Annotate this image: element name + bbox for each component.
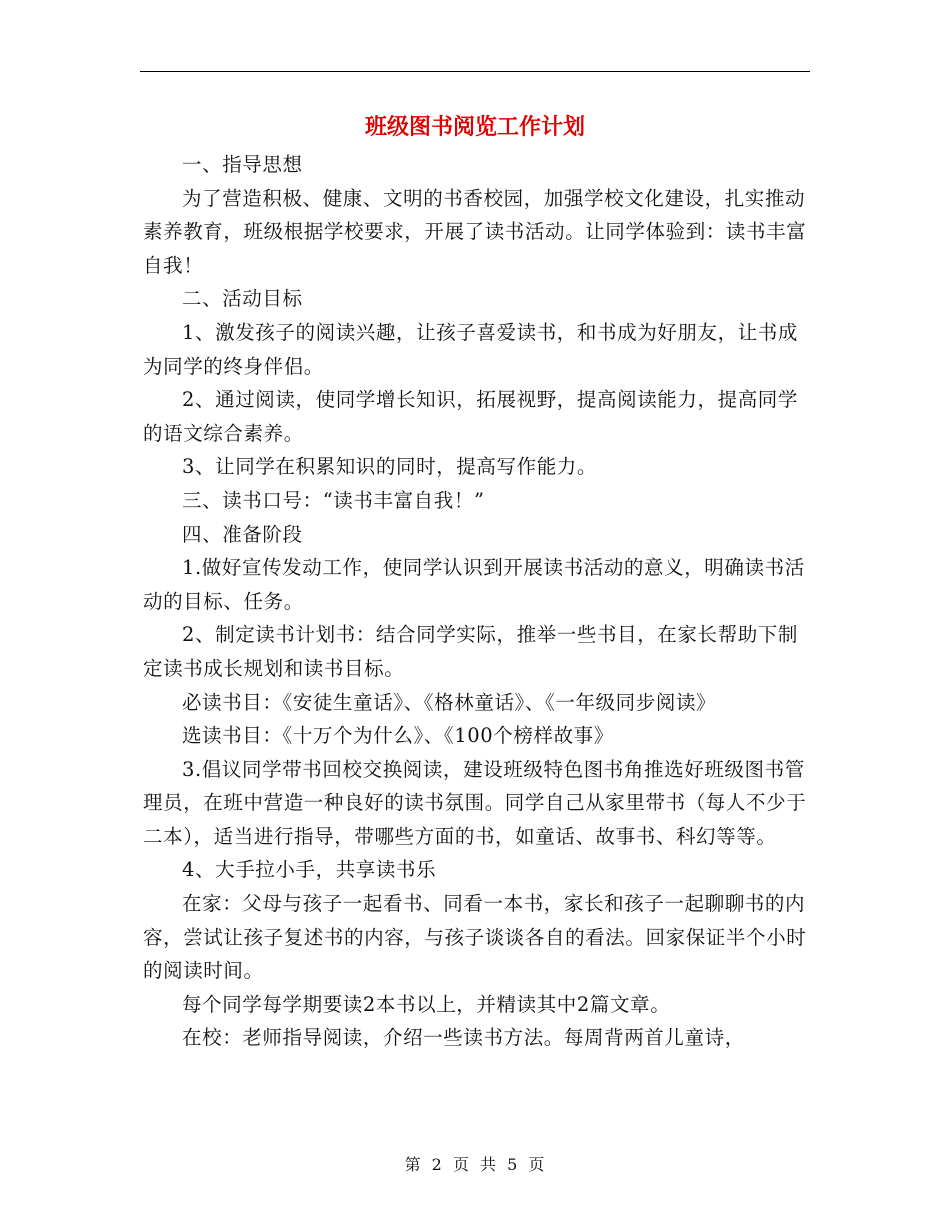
section-heading: 二、活动目标: [182, 287, 303, 311]
document-body: [143, 148, 811, 1055]
paragraph: 为了营造积极、健康、文明的书香校园，加强学校文化建设，扎实推动素养教育，班级根据学校要求，开展了读书活动。让同学体验到：读书丰富自我！: [143, 186, 807, 277]
paragraph: 在家：父母与孩子一起看书、同看一本书，家长和孩子一起聊聊书的内容，尝试让孩子复述书的内容，与孩子谈谈各自的看法。回家保证半个小时的阅读时间。: [143, 892, 807, 983]
paragraph: 在校：老师指导阅读，介绍一些读书方法。每周背两首儿童诗，: [182, 1026, 745, 1050]
paragraph: 3.倡议同学带书回校交换阅读，建设班级特色图书角推选好班级图书管理员，在班中营造一种良好的读书氛围。同学自己从家里带书（每人不少于二本），适当进行指导，带哪些方面的书，如童话、故事书、科幻等等。: [143, 757, 807, 848]
paragraph: 1.做好宣传发动工作，使同学认识到开展读书活动的意义，明确读书活动的目标、任务。: [143, 556, 805, 613]
paragraph: 2、制定读书计划书：结合同学实际，推举一些书目，在家长帮助下制定读书成长规划和读书目标。: [143, 623, 799, 680]
document-title: 班级图书阅览工作计划: [364, 114, 585, 140]
page-number: 第 2 页 共 5 页: [404, 1155, 546, 1174]
paragraph: 2、通过阅读，使同学增长知识，拓展视野，提高阅读能力，提高同学的语文综合素养。: [143, 388, 799, 445]
paragraph: 1、激发孩子的阅读兴趣，让孩子喜爱读书，和书成为好朋友，让书成为同学的终身伴侣。: [143, 320, 799, 378]
section-heading: 一、指导思想: [182, 153, 303, 176]
paragraph: 3、让同学在积累知识的同时，提高写作能力。: [182, 455, 598, 479]
section-heading: 四、准备阶段: [182, 522, 303, 546]
header-rule: [140, 71, 810, 72]
section-heading: 三、读书口号：“读书丰富自我！”: [182, 488, 485, 512]
paragraph: 必读书目：《安徒生童话》、《格林童话》、《一年级同步阅读》: [182, 690, 717, 714]
paragraph: 4、大手拉小手，共享读书乐: [182, 858, 437, 882]
paragraph: 选读书目：《十万个为什么》、《100个榜样故事》: [182, 724, 614, 748]
paragraph: 每个同学每学期要读2本书以上，并精读其中2篇文章。: [182, 992, 671, 1016]
